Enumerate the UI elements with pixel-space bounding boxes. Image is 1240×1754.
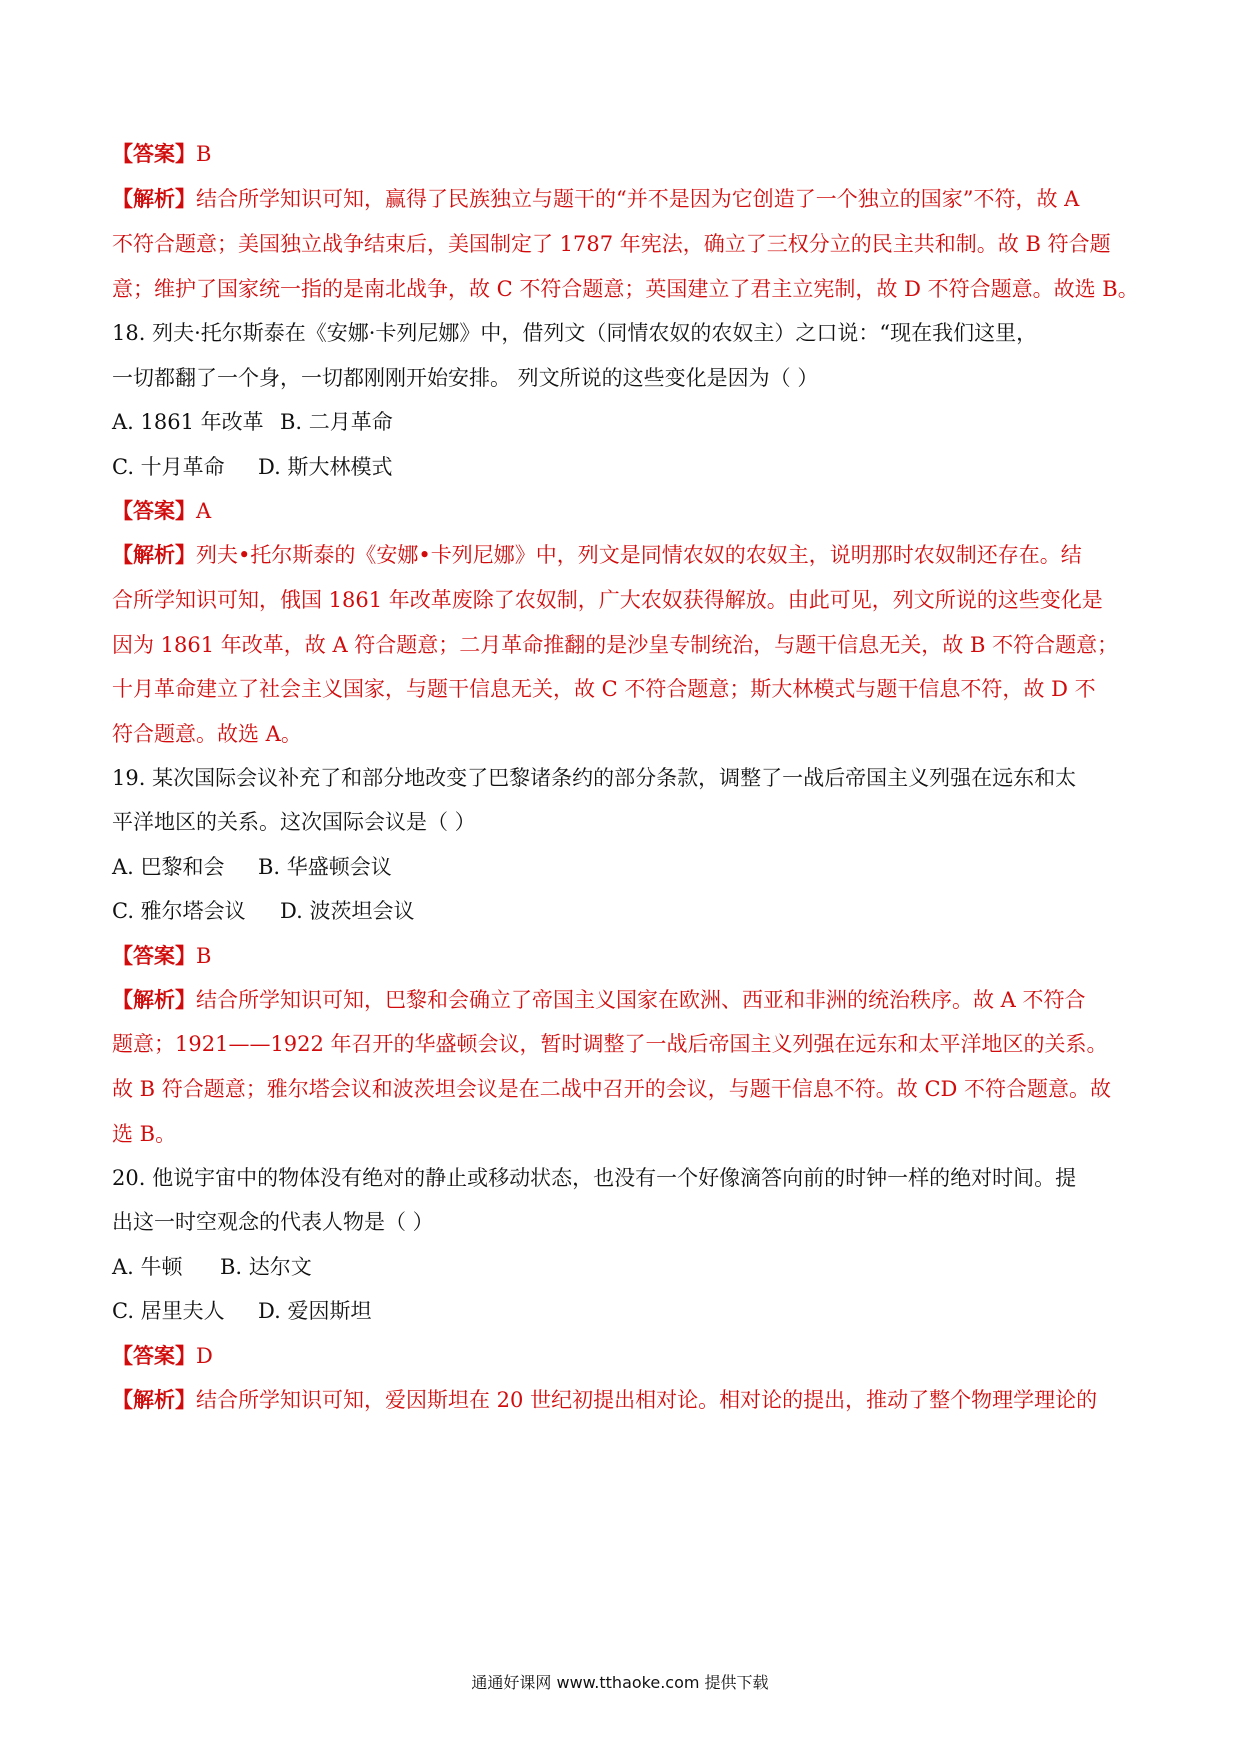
analysis-tag: 【解析】 — [112, 542, 196, 567]
option-d: D. 爱因斯坦 — [258, 1299, 372, 1323]
q20-stem-line-1: 20. 他说宇宙中的物体没有绝对的静止或移动状态，也没有一个好像滴答向前的时钟一样的绝对时间。提 — [112, 1166, 1077, 1190]
option-d: D. 斯大林模式 — [258, 455, 393, 479]
q18-stem-line-2: 一切都翻了一个身，一切都刚刚开始安排。 列文所说的这些变化是因为（ ） — [112, 366, 819, 390]
q17-analysis-line-2: 不符合题意；美国独立战争结束后，美国制定了 1787 年宪法，确立了三权分立的民主共和制。故 B 符合题 — [112, 232, 1111, 256]
option-c: C. 十月革命 — [112, 455, 225, 479]
q20-options-row-1 — [112, 1253, 1132, 1281]
option-a: A. 巴黎和会 — [112, 855, 225, 879]
analysis-tag: 【解析】 — [112, 1387, 196, 1412]
q19-options-row-2 — [112, 897, 1132, 925]
option-b: B. 华盛顿会议 — [258, 855, 392, 879]
answer-value: B — [196, 142, 212, 166]
q17-answer — [112, 140, 1132, 168]
option-d: D. 波茨坦会议 — [280, 899, 415, 923]
q18-options-row-2 — [112, 453, 1132, 481]
q18-analysis-line-2: 合所学知识可知，俄国 1861 年改革废除了农奴制，广大农奴获得解放。由此可见，列文所说的这些变化是 — [112, 588, 1103, 612]
option-b: B. 达尔文 — [220, 1255, 312, 1279]
q19-stem-line-1: 19. 某次国际会议补充了和部分地改变了巴黎诸条约的部分条款，调整了一战后帝国主义列强在远东和太 — [112, 766, 1077, 790]
q19-answer — [112, 942, 1132, 970]
option-a: A. 牛顿 — [112, 1255, 183, 1279]
page-footer: 通通好课网 www.tthaoke.com 提供下载 — [471, 1673, 769, 1692]
q18-analysis-line-5: 符合题意。故选 A。 — [112, 722, 302, 746]
q18-answer — [112, 497, 1132, 525]
analysis-tag: 【解析】 — [112, 987, 196, 1012]
q18-analysis-line-1: 【解析】列夫•托尔斯泰的《安娜•卡列尼娜》中，列文是同情农奴的农奴主，说明那时农奴制还存在。结 — [112, 542, 1082, 567]
answer-tag: 【答案】 — [112, 141, 196, 166]
q18-options-row-1 — [112, 408, 1132, 436]
q20-stem-line-2: 出这一时空观念的代表人物是（ ） — [112, 1210, 434, 1234]
answer-tag: 【答案】 — [112, 498, 196, 523]
q19-analysis-line-3: 故 B 符合题意；雅尔塔会议和波茨坦会议是在二战中召开的会议，与题干信息不符。故 CD 不符合题意。故 — [112, 1077, 1112, 1101]
answer-value: D — [196, 1344, 213, 1368]
q19-options-row-1 — [112, 853, 1132, 881]
q20-options-row-2 — [112, 1297, 1132, 1325]
answer-value: B — [196, 944, 212, 968]
q19-analysis-line-4: 选 B。 — [112, 1122, 177, 1146]
option-c: C. 雅尔塔会议 — [112, 899, 246, 923]
analysis-tag: 【解析】 — [112, 186, 196, 211]
answer-tag: 【答案】 — [112, 943, 196, 968]
q20-answer — [112, 1342, 1132, 1370]
q19-analysis-line-1: 【解析】结合所学知识可知，巴黎和会确立了帝国主义国家在欧洲、西亚和非洲的统治秩序。故 A 不符合 — [112, 987, 1086, 1012]
option-a: A. 1861 年改革 — [112, 410, 264, 434]
q18-analysis-line-4: 十月革命建立了社会主义国家，与题干信息无关，故 C 不符合题意；斯大林模式与题干信息不符，故 D 不 — [112, 677, 1096, 701]
q17-analysis-line-1: 【解析】结合所学知识可知，赢得了民族独立与题干的“并不是因为它创造了一个独立的国家”不符，故 A — [112, 186, 1080, 211]
q17-analysis-line-3: 意；维护了国家统一指的是南北战争，故 C 不符合题意；英国建立了君主立宪制，故 D 不符合题意。故选 B。 — [112, 277, 1139, 301]
q19-stem-line-2: 平洋地区的关系。这次国际会议是（ ） — [112, 810, 476, 834]
q18-stem-line-1: 18. 列夫·托尔斯泰在《安娜·卡列尼娜》中，借列文（同情农奴的农奴主）之口说：“现在我们这里， — [112, 321, 1038, 345]
option-b: B. 二月革命 — [280, 410, 393, 434]
q18-analysis-line-3: 因为 1861 年改革，故 A 符合题意；二月革命推翻的是沙皇专制统治，与题干信息无关，故 B 不符合题意； — [112, 633, 1119, 657]
option-c: C. 居里夫人 — [112, 1299, 225, 1323]
q19-analysis-line-2: 题意；1921——1922 年召开的华盛顿会议，暂时调整了一战后帝国主义列强在远东和太平洋地区的关系。 — [112, 1032, 1108, 1056]
answer-tag: 【答案】 — [112, 1343, 196, 1368]
answer-value: A — [196, 499, 212, 523]
q20-analysis-line-1: 【解析】结合所学知识可知，爱因斯坦在 20 世纪初提出相对论。相对论的提出，推动了整个物理学理论的 — [112, 1387, 1098, 1412]
